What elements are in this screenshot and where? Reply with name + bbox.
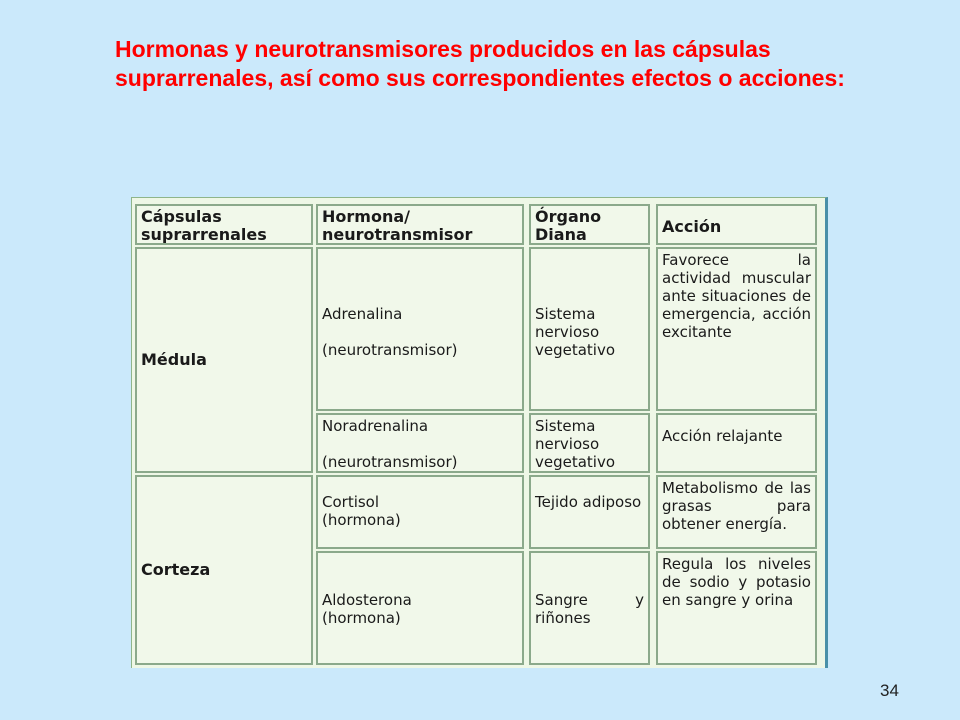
cell-accion-aldosterona: Regula los niveles de sodio y potasio en sangre y orina	[656, 551, 817, 665]
cell-hormona-noradrenalina	[316, 413, 524, 473]
hormona-name: Cortisol	[322, 493, 380, 511]
page-number: 34	[880, 681, 899, 700]
header-organo: Órgano Diana	[529, 204, 650, 245]
hormona-type: (neurotransmisor)	[322, 341, 458, 359]
cell-organo-cortisol: Tejido adiposo	[529, 475, 650, 549]
cell-organo-noradrenalina: Sistema nervioso vegetativo	[529, 413, 650, 473]
cell-accion-adrenalina: Favorece la actividad muscular ante situaciones de emergencia, acción excitante	[656, 247, 817, 411]
hormona-type: (neurotransmisor)	[322, 453, 458, 471]
hormona-type: (hormona)	[322, 609, 401, 627]
cell-hormona-cortisol	[316, 475, 524, 549]
hormona-name: Noradrenalina	[322, 417, 429, 435]
hormona-name: Adrenalina	[322, 305, 403, 323]
hormona-type: (hormona)	[322, 511, 401, 529]
header-accion: Acción	[656, 204, 817, 245]
hormone-table	[131, 197, 828, 668]
hormona-name: Aldosterona	[322, 591, 412, 609]
cell-organo-aldosterona: Sangre y riñones	[529, 551, 650, 665]
cell-organo-adrenalina: Sistema nervioso vegetativo	[529, 247, 650, 411]
header-capsulas: Cápsulas suprarrenales	[135, 204, 313, 245]
cell-accion-cortisol: Metabolismo de las grasas para obtener energía.	[656, 475, 817, 549]
group-label-medula-text: Médula	[141, 350, 207, 369]
group-label-corteza-text: Corteza	[141, 560, 211, 579]
group-label-corteza	[135, 475, 313, 665]
group-label-medula	[135, 247, 313, 473]
cell-hormona-aldosterona	[316, 551, 524, 665]
cell-accion-noradrenalina: Acción relajante	[656, 413, 817, 473]
cell-hormona-adrenalina	[316, 247, 524, 411]
slide-title: Hormonas y neurotransmisores producidos en las cápsulas suprarrenales, así como sus correspondientes efectos o acciones:	[115, 36, 845, 91]
header-hormona: Hormona/ neurotransmisor	[316, 204, 524, 245]
